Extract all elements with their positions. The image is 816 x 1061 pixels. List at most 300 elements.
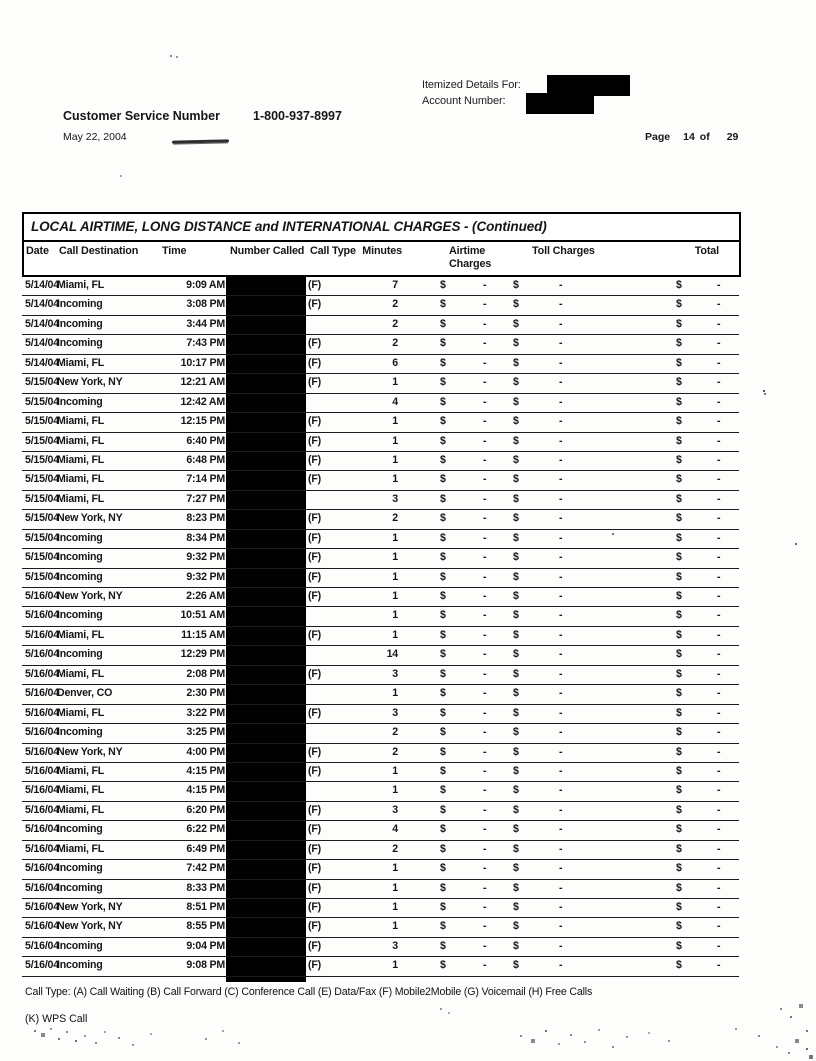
- total-charge-cell: [622, 277, 739, 295]
- call-type-code: [306, 724, 358, 742]
- airtime-currency-symbol: $: [440, 881, 446, 894]
- toll-currency-symbol: $: [513, 492, 519, 505]
- call-date: 5/16/04: [25, 920, 59, 933]
- toll-amount: -: [559, 317, 563, 330]
- airtime-charge-cell: [400, 335, 512, 353]
- total-charge-cell: [622, 335, 739, 353]
- call-minutes: 7: [392, 279, 398, 291]
- airtime-amount: -: [483, 667, 487, 680]
- total-charge-cell: [622, 841, 739, 859]
- airtime-amount: -: [483, 279, 487, 291]
- toll-charge-cell: [512, 569, 622, 587]
- airtime-amount: -: [483, 803, 487, 816]
- toll-amount: -: [559, 648, 563, 661]
- call-destination: Incoming: [57, 551, 103, 564]
- charges-table-header-box: [22, 212, 741, 277]
- customer-service-label: Customer Service Number: [63, 109, 221, 123]
- number-called-redacted: [226, 763, 306, 781]
- call-type-code: (F): [308, 376, 321, 389]
- toll-currency-symbol: $: [513, 784, 519, 797]
- call-date: 5/16/04: [25, 901, 59, 913]
- total-currency-symbol: $: [676, 901, 682, 913]
- toll-currency-symbol: $: [513, 415, 519, 428]
- airtime-currency-symbol: $: [440, 959, 446, 972]
- total-charge-cell: [622, 374, 739, 392]
- itemized-details-block: [422, 77, 521, 109]
- airtime-amount: -: [483, 317, 487, 330]
- call-time: 7:43 PM: [186, 337, 225, 350]
- call-time: 8:51 PM: [186, 901, 225, 913]
- call-record-row: [22, 627, 739, 646]
- total-currency-symbol: $: [676, 745, 682, 758]
- toll-charge-cell: [512, 452, 622, 470]
- call-record-row: [22, 471, 739, 490]
- number-called-redacted: [226, 296, 306, 314]
- total-amount: -: [717, 279, 721, 291]
- call-date: 5/16/04: [25, 648, 59, 661]
- toll-amount: -: [559, 531, 563, 544]
- toll-amount: -: [559, 298, 563, 311]
- call-destination: Incoming: [57, 648, 103, 661]
- toll-currency-symbol: $: [513, 862, 519, 875]
- number-called-redacted: [226, 607, 306, 625]
- call-date: 5/14/04: [25, 317, 59, 330]
- toll-currency-symbol: $: [513, 512, 519, 525]
- toll-amount: -: [559, 415, 563, 428]
- call-record-row: [22, 744, 739, 763]
- call-minutes: 2: [392, 298, 398, 311]
- number-called-redacted: [226, 938, 306, 956]
- total-currency-symbol: $: [676, 706, 682, 719]
- airtime-charge-cell: [400, 569, 512, 587]
- airtime-currency-symbol: $: [440, 590, 446, 602]
- toll-amount: -: [559, 687, 563, 700]
- call-time: 2:26 AM: [186, 590, 225, 602]
- call-record-row: [22, 510, 739, 529]
- airtime-amount: -: [483, 337, 487, 350]
- scan-noise-speckles: [0, 0, 2, 2]
- call-date: 5/16/04: [25, 590, 59, 602]
- call-type-code: (F): [308, 298, 321, 311]
- total-currency-symbol: $: [676, 667, 682, 680]
- call-destination: Miami, FL: [57, 279, 105, 291]
- call-destination: Incoming: [57, 823, 103, 836]
- call-time: 12:15 PM: [180, 415, 225, 428]
- airtime-currency-symbol: $: [440, 337, 446, 350]
- toll-amount: -: [559, 453, 563, 466]
- call-time: 11:15 AM: [181, 628, 225, 641]
- airtime-currency-symbol: $: [440, 862, 446, 875]
- call-time: 6:40 PM: [186, 434, 225, 447]
- number-called-redacted: [226, 316, 306, 334]
- call-record-row: [22, 724, 739, 743]
- total-charge-cell: [622, 296, 739, 314]
- airtime-amount: -: [483, 959, 487, 972]
- airtime-amount: -: [483, 745, 487, 758]
- customer-service-number: 1-800-937-8997: [253, 109, 342, 123]
- airtime-charge-cell: [400, 433, 512, 451]
- number-called-redacted: [226, 899, 306, 917]
- call-date: 5/16/04: [25, 881, 59, 894]
- toll-currency-symbol: $: [513, 764, 519, 777]
- total-charge-cell: [622, 957, 739, 975]
- toll-charge-cell: [512, 530, 622, 548]
- toll-currency-symbol: $: [513, 726, 519, 739]
- number-called-redacted: [226, 530, 306, 548]
- airtime-amount: -: [483, 298, 487, 311]
- call-destination: Miami, FL: [57, 415, 105, 428]
- total-amount: -: [717, 415, 721, 428]
- number-called-redacted: [226, 452, 306, 470]
- call-record-row: [22, 433, 739, 452]
- toll-charge-cell: [512, 802, 622, 820]
- toll-charge-cell: [512, 413, 622, 431]
- col-header-minutes: Minutes: [362, 245, 402, 257]
- toll-charge-cell: [512, 277, 622, 295]
- toll-charge-cell: [512, 821, 622, 839]
- total-charge-cell: [622, 782, 739, 800]
- total-amount: -: [717, 901, 721, 913]
- call-minutes: 14: [386, 648, 398, 661]
- total-amount: -: [717, 842, 721, 855]
- airtime-currency-symbol: $: [440, 298, 446, 311]
- call-time: 6:48 PM: [186, 453, 225, 466]
- toll-amount: -: [559, 395, 563, 408]
- call-minutes: 1: [392, 784, 398, 797]
- toll-amount: -: [559, 959, 563, 972]
- total-amount: -: [717, 473, 721, 486]
- number-called-redacted: [226, 355, 306, 373]
- call-type-code: (F): [308, 667, 321, 680]
- total-amount: -: [717, 803, 721, 816]
- airtime-charge-cell: [400, 549, 512, 567]
- toll-amount: -: [559, 881, 563, 894]
- account-number-label: Account Number:: [422, 95, 506, 107]
- call-destination: Incoming: [57, 570, 103, 583]
- number-called-redacted: [226, 744, 306, 762]
- toll-charge-cell: [512, 763, 622, 781]
- call-minutes: 1: [392, 609, 398, 622]
- toll-charge-cell: [512, 646, 622, 664]
- toll-currency-symbol: $: [513, 453, 519, 466]
- airtime-currency-symbol: $: [440, 570, 446, 583]
- toll-charge-cell: [512, 607, 622, 625]
- toll-amount: -: [559, 570, 563, 583]
- call-minutes: 1: [392, 862, 398, 875]
- airtime-charge-cell: [400, 491, 512, 509]
- call-type-code: (F): [308, 512, 321, 525]
- number-called-redacted: [226, 724, 306, 742]
- call-record-row: [22, 607, 739, 626]
- itemized-details-label: Itemized Details For:: [422, 79, 521, 91]
- call-minutes: 2: [392, 842, 398, 855]
- toll-currency-symbol: $: [513, 803, 519, 816]
- airtime-currency-symbol: $: [440, 939, 446, 952]
- total-amount: -: [717, 590, 721, 602]
- total-currency-symbol: $: [676, 784, 682, 797]
- airtime-charge-cell: [400, 841, 512, 859]
- call-date: 5/16/04: [25, 862, 59, 875]
- call-record-row: [22, 646, 739, 665]
- call-time: 8:33 PM: [186, 881, 225, 894]
- call-minutes: 1: [392, 376, 398, 389]
- total-currency-symbol: $: [676, 823, 682, 836]
- call-minutes: 3: [392, 706, 398, 719]
- number-called-redacted: [226, 433, 306, 451]
- toll-currency-symbol: $: [513, 823, 519, 836]
- call-date: 5/14/04: [25, 337, 59, 350]
- col-header-airtime-charges: Airtime Charges: [449, 245, 492, 270]
- call-time: 12:21 AM: [180, 376, 225, 389]
- total-charge-cell: [622, 530, 739, 548]
- call-time: 4:00 PM: [186, 745, 225, 758]
- call-record-row: [22, 335, 739, 354]
- total-charge-cell: [622, 724, 739, 742]
- airtime-amount: -: [483, 434, 487, 447]
- call-date: 5/14/04: [25, 298, 59, 311]
- airtime-charge-cell: [400, 530, 512, 548]
- total-currency-symbol: $: [676, 881, 682, 894]
- toll-charge-cell: [512, 510, 622, 528]
- total-charge-cell: [622, 821, 739, 839]
- airtime-charge-cell: [400, 452, 512, 470]
- call-time: 2:30 PM: [186, 687, 225, 700]
- toll-currency-symbol: $: [513, 395, 519, 408]
- airtime-amount: -: [483, 706, 487, 719]
- call-destination: Incoming: [57, 881, 103, 894]
- number-called-redacted: [226, 277, 306, 295]
- call-type-code: (F): [308, 590, 321, 602]
- toll-amount: -: [559, 764, 563, 777]
- total-currency-symbol: $: [676, 609, 682, 622]
- total-amount: -: [717, 628, 721, 641]
- call-record-row: [22, 860, 739, 879]
- call-destination: Miami, FL: [57, 803, 105, 816]
- number-called-redacted: [226, 880, 306, 898]
- call-type-code: (F): [308, 570, 321, 583]
- call-destination: New York, NY: [57, 376, 123, 389]
- number-called-redacted: [226, 374, 306, 392]
- call-type-code: [306, 316, 358, 334]
- toll-currency-symbol: $: [513, 687, 519, 700]
- total-amount: -: [717, 959, 721, 972]
- toll-charge-cell: [512, 316, 622, 334]
- call-record-row: [22, 452, 739, 471]
- call-minutes: 3: [392, 667, 398, 680]
- call-date: 5/16/04: [25, 726, 59, 739]
- total-currency-symbol: $: [676, 531, 682, 544]
- toll-currency-symbol: $: [513, 279, 519, 291]
- call-date: 5/15/04: [25, 376, 59, 389]
- toll-currency-symbol: $: [513, 842, 519, 855]
- call-date: 5/16/04: [25, 687, 59, 700]
- call-type-code: [306, 782, 358, 800]
- call-date: 5/16/04: [25, 745, 59, 758]
- toll-currency-symbol: $: [513, 298, 519, 311]
- total-charge-cell: [622, 938, 739, 956]
- call-record-row: [22, 277, 739, 296]
- airtime-charge-cell: [400, 705, 512, 723]
- airtime-amount: -: [483, 531, 487, 544]
- call-minutes: 6: [392, 356, 398, 369]
- call-minutes: 1: [392, 590, 398, 602]
- toll-charge-cell: [512, 918, 622, 936]
- airtime-amount: -: [483, 764, 487, 777]
- call-type-code: (F): [308, 881, 321, 894]
- total-amount: -: [717, 395, 721, 408]
- total-charge-cell: [622, 880, 739, 898]
- toll-amount: -: [559, 551, 563, 564]
- call-record-row: [22, 530, 739, 549]
- call-time: 2:08 PM: [186, 667, 225, 680]
- toll-charge-cell: [512, 588, 622, 606]
- total-charge-cell: [622, 569, 739, 587]
- call-type-code: (F): [308, 706, 321, 719]
- call-record-row: [22, 782, 739, 801]
- total-amount: -: [717, 317, 721, 330]
- toll-charge-cell: [512, 685, 622, 703]
- airtime-amount: -: [483, 939, 487, 952]
- call-minutes: 3: [392, 803, 398, 816]
- toll-currency-symbol: $: [513, 570, 519, 583]
- call-date: 5/16/04: [25, 667, 59, 680]
- airtime-amount: -: [483, 628, 487, 641]
- call-minutes: 4: [392, 395, 398, 408]
- airtime-amount: -: [483, 784, 487, 797]
- call-date: 5/16/04: [25, 764, 59, 777]
- call-date: 5/16/04: [25, 939, 59, 952]
- call-time: 12:42 AM: [180, 395, 225, 408]
- call-time: 3:22 PM: [186, 706, 225, 719]
- total-charge-cell: [622, 316, 739, 334]
- airtime-currency-symbol: $: [440, 764, 446, 777]
- total-charge-cell: [622, 666, 739, 684]
- call-minutes: 1: [392, 920, 398, 933]
- toll-amount: -: [559, 939, 563, 952]
- total-currency-symbol: $: [676, 570, 682, 583]
- airtime-amount: -: [483, 726, 487, 739]
- total-charge-cell: [622, 744, 739, 762]
- col-header-total: Total: [694, 245, 719, 257]
- toll-charge-cell: [512, 627, 622, 645]
- airtime-currency-symbol: $: [440, 667, 446, 680]
- toll-currency-symbol: $: [513, 920, 519, 933]
- call-type-code: (F): [308, 337, 321, 350]
- page-label: Page: [645, 131, 671, 143]
- total-charge-cell: [622, 627, 739, 645]
- call-minutes: 1: [392, 628, 398, 641]
- call-date: 5/16/04: [25, 842, 59, 855]
- call-time: 6:22 PM: [186, 823, 225, 836]
- airtime-currency-symbol: $: [440, 920, 446, 933]
- call-date: 5/15/04: [25, 415, 59, 428]
- airtime-currency-symbol: $: [440, 784, 446, 797]
- call-date: 5/16/04: [25, 784, 59, 797]
- call-type-code: (F): [308, 939, 321, 952]
- call-minutes: 2: [392, 317, 398, 330]
- total-currency-symbol: $: [676, 279, 682, 291]
- toll-currency-symbol: $: [513, 434, 519, 447]
- total-amount: -: [717, 745, 721, 758]
- toll-amount: -: [559, 667, 563, 680]
- toll-charge-cell: [512, 549, 622, 567]
- statement-date: May 22, 2004: [63, 131, 127, 143]
- number-called-redacted: [226, 821, 306, 839]
- airtime-charge-cell: [400, 510, 512, 528]
- call-minutes: 2: [392, 512, 398, 525]
- airtime-currency-symbol: $: [440, 842, 446, 855]
- total-currency-symbol: $: [676, 317, 682, 330]
- call-minutes: 2: [392, 337, 398, 350]
- call-type-code: (F): [308, 862, 321, 875]
- call-destination: Incoming: [57, 609, 103, 622]
- toll-amount: -: [559, 279, 563, 291]
- page-number: 14: [683, 131, 695, 143]
- total-amount: -: [717, 862, 721, 875]
- airtime-amount: -: [483, 395, 487, 408]
- total-amount: -: [717, 337, 721, 350]
- call-type-code: (F): [308, 356, 321, 369]
- toll-amount: -: [559, 609, 563, 622]
- call-record-row: [22, 763, 739, 782]
- call-record-row: [22, 491, 739, 510]
- toll-charge-cell: [512, 355, 622, 373]
- airtime-charge-cell: [400, 627, 512, 645]
- call-minutes: 1: [392, 881, 398, 894]
- call-record-row: [22, 588, 739, 607]
- call-type-code: (F): [308, 901, 321, 913]
- call-type-code: (F): [308, 823, 321, 836]
- toll-charge-cell: [512, 705, 622, 723]
- number-called-redacted: [226, 588, 306, 606]
- airtime-charge-cell: [400, 355, 512, 373]
- toll-charge-cell: [512, 957, 622, 975]
- call-minutes: 1: [392, 415, 398, 428]
- call-record-row: [22, 918, 739, 937]
- total-charge-cell: [622, 471, 739, 489]
- toll-charge-cell: [512, 744, 622, 762]
- call-minutes: 4: [392, 823, 398, 836]
- toll-amount: -: [559, 726, 563, 739]
- call-date: 5/16/04: [25, 628, 59, 641]
- call-type-code: (F): [308, 959, 321, 972]
- call-date: 5/15/04: [25, 453, 59, 466]
- call-minutes: 1: [392, 453, 398, 466]
- airtime-amount: -: [483, 415, 487, 428]
- charges-table-title: LOCAL AIRTIME, LONG DISTANCE and INTERNATIONAL CHARGES - (Continued): [24, 214, 739, 242]
- airtime-charge-cell: [400, 763, 512, 781]
- col-header-date: Date: [26, 245, 49, 257]
- number-called-redacted: [226, 841, 306, 859]
- airtime-currency-symbol: $: [440, 434, 446, 447]
- number-called-redacted: [226, 685, 306, 703]
- total-charge-cell: [622, 860, 739, 878]
- call-type-code: (F): [308, 415, 321, 428]
- toll-charge-cell: [512, 841, 622, 859]
- call-time: 7:42 PM: [186, 862, 225, 875]
- call-destination: Incoming: [57, 337, 103, 350]
- call-record-row: [22, 899, 739, 918]
- call-date: 5/16/04: [25, 823, 59, 836]
- call-destination: Miami, FL: [57, 842, 105, 855]
- call-type-code: (F): [308, 551, 321, 564]
- toll-currency-symbol: $: [513, 901, 519, 913]
- call-date: 5/15/04: [25, 512, 59, 525]
- airtime-currency-symbol: $: [440, 901, 446, 913]
- total-currency-symbol: $: [676, 764, 682, 777]
- total-amount: -: [717, 531, 721, 544]
- total-amount: -: [717, 570, 721, 583]
